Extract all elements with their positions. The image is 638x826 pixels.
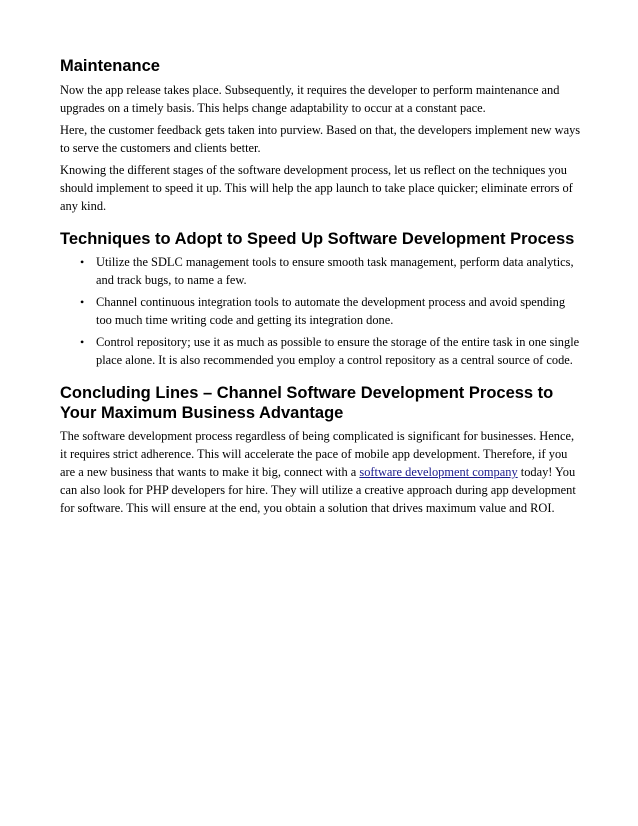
bullet-icon: • <box>80 255 85 269</box>
heading-techniques: Techniques to Adopt to Speed Up Software Development Process <box>60 230 575 248</box>
paragraph: Now the app release takes place. Subsequently, it requires the developer to perform maintenance and upgrades on a timely basis. This helps change adaptability to occur at a constant pace. <box>60 83 560 115</box>
list-item <box>60 293 582 329</box>
list-item <box>60 253 582 289</box>
list-item-text: Control repository; use it as much as possible to ensure the storage of the entire task in one single place alone. It is also recommended you employ a control repository as a central source of code. <box>96 335 580 367</box>
paragraph-text: today! You can also look for PHP developers for hire. They will utilize a creative approach during app development for software. This will ensure at the end, you obtain a solution that drives maximum value and ROI. <box>60 465 576 515</box>
bullet-icon: • <box>80 335 85 349</box>
document-page <box>60 56 582 531</box>
list-item <box>60 333 582 369</box>
section-concluding <box>60 383 582 517</box>
paragraph-text: The software development process regardless of being complicated is significant for businesses. Hence, it requires strict adherence. This will accelerate the pace of mobile app development. Therefore, if you are a new business that wants to make it big, connect with a <box>60 429 575 479</box>
paragraph <box>60 427 582 517</box>
heading-maintenance: Maintenance <box>60 57 160 75</box>
heading-concluding: Concluding Lines – Channel Software Development Process to Your Maximum Business Advantage <box>60 384 554 422</box>
section-techniques <box>60 229 582 369</box>
paragraph: Here, the customer feedback gets taken into purview. Based on that, the developers implement new ways to serve the customers and clients better. <box>60 123 581 155</box>
techniques-list <box>60 253 582 369</box>
section-maintenance <box>60 56 582 215</box>
paragraph: Knowing the different stages of the software development process, let us reflect on the techniques you should implement to speed it up. This will help the app launch to take place quicker; eliminate errors of any kind. <box>60 163 573 213</box>
bullet-icon: • <box>80 295 85 309</box>
software-development-company-link[interactable]: software development company <box>359 465 518 479</box>
list-item-text: Channel continuous integration tools to automate the development process and avoid spending too much time writing code and getting its integration done. <box>96 295 566 327</box>
list-item-text: Utilize the SDLC management tools to ensure smooth task management, perform data analytics, and track bugs, to name a few. <box>96 255 574 287</box>
